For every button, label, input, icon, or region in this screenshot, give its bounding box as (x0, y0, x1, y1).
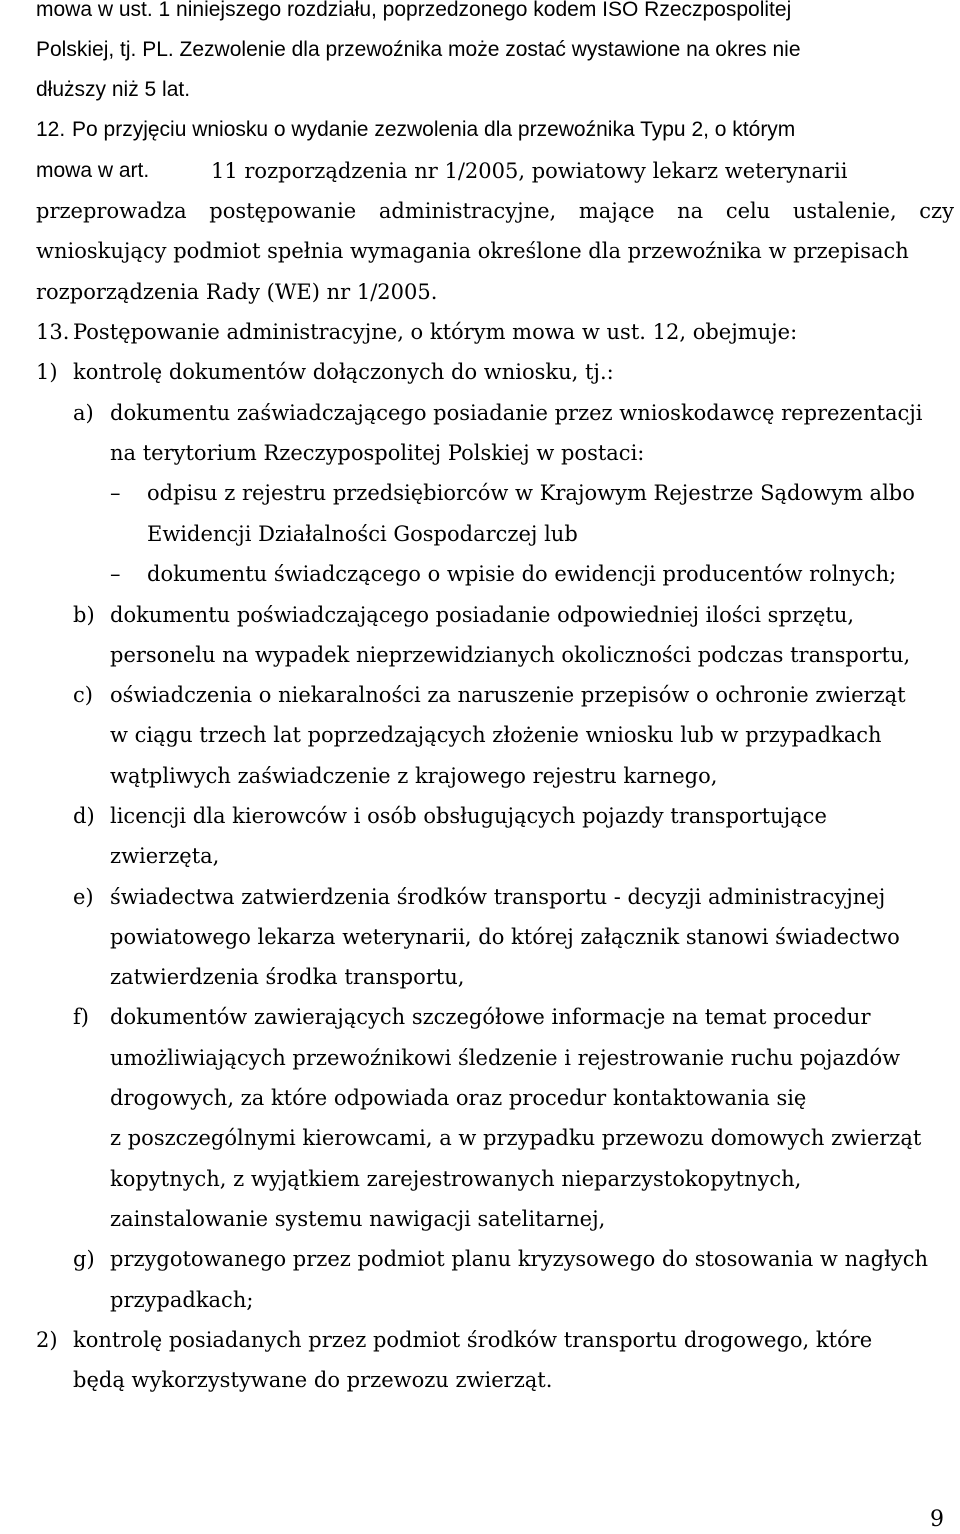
list-item-text: kontrolę dokumentów dołączonych do wniosku, tj.: (73, 360, 614, 384)
list-item-text: przygotowanego przez podmiot planu kryzysowego do stosowania w nagłych (110, 1247, 929, 1271)
list-marker: g) (73, 1247, 95, 1271)
paragraph-line: 11 rozporządzenia nr 1/2005, powiatowy lekarz weterynarii (211, 159, 848, 183)
list-item-text: dokumentów zawierających szczegółowe informacje na temat procedur (110, 1005, 871, 1029)
paragraph-line: rozporządzenia Rady (WE) nr 1/2005. (36, 280, 438, 304)
list-item-text: z poszczególnymi kierowcami, a w przypadku przewozu domowych zwierząt (110, 1126, 922, 1150)
list-item-text: w ciągu trzech lat poprzedzających złożenie wniosku lub w przypadkach (110, 723, 882, 747)
list-marker: c) (73, 683, 93, 707)
paragraph-line: wnioskujący podmiot spełnia wymagania określone dla przewoźnika w przepisach (36, 239, 909, 263)
paragraph-line: dłuższy niż 5 lat. (36, 78, 191, 101)
list-item-text: umożliwiających przewoźnikowi śledzenie i rejestrowanie ruchu pojazdów (110, 1046, 901, 1070)
list-item-text: licencji dla kierowców i osób obsługujących pojazdy transportujące (110, 804, 827, 828)
list-item-text: personelu na wypadek nieprzewidzianych okoliczności podczas transportu, (110, 643, 911, 667)
word: przeprowadza (36, 199, 187, 223)
paragraph-number: 12. (36, 118, 66, 141)
list-item-text: dokumentu świadczącego o wpisie do ewidencji producentów rolnych; (147, 562, 897, 586)
dash-marker: – (110, 481, 121, 505)
word: na (677, 199, 704, 223)
list-item-text: przypadkach; (110, 1288, 254, 1312)
list-marker: f) (73, 1005, 89, 1029)
list-item-text: powiatowego lekarza weterynarii, do której załącznik stanowi świadectwo (110, 925, 900, 949)
list-marker: 1) (36, 360, 58, 384)
list-item-text: odpisu z rejestru przedsiębiorców w Krajowym Rejestrze Sądowym albo (147, 481, 915, 505)
paragraph-line (36, 197, 954, 225)
list-marker: e) (73, 885, 94, 909)
list-item-text: drogowych, za które odpowiada oraz procedur kontaktowania się (110, 1086, 807, 1110)
list-marker: d) (73, 804, 95, 828)
list-item-text: zatwierdzenia środka transportu, (110, 965, 465, 989)
list-item-text: kopytnych, z wyjątkiem zarejestrowanych nieparzystokopytnych, (110, 1167, 802, 1191)
list-item-text: świadectwa zatwierdzenia środków transportu - decyzji administracyjnej (110, 885, 886, 909)
word: czy (919, 199, 954, 223)
paragraph-number: 13. (36, 320, 70, 344)
list-item-text: dokumentu zaświadczającego posiadanie przez wnioskodawcę reprezentacji (110, 401, 923, 425)
paragraph-line: Po przyjęciu wniosku o wydanie zezwolenia dla przewoźnika Typu 2, o którym (72, 118, 796, 141)
list-marker: a) (73, 401, 94, 425)
list-item-text: będą wykorzystywane do przewozu zwierząt. (73, 1368, 553, 1392)
word: administracyjne, (378, 199, 557, 223)
paragraph-line: mowa w ust. 1 niniejszego rozdziału, poprzedzonego kodem ISO Rzeczpospolitej (36, 0, 792, 21)
list-item-text: oświadczenia o niekaralności za naruszenie przepisów o ochronie zwierząt (110, 683, 906, 707)
list-item-text: kontrolę posiadanych przez podmiot środków transportu drogowego, które (73, 1328, 873, 1352)
word: postępowanie (209, 199, 357, 223)
list-item-text: dokumentu poświadczającego posiadanie odpowiedniej ilości sprzętu, (110, 603, 855, 627)
list-item-text: Ewidencji Działalności Gospodarczej lub (147, 522, 578, 546)
list-marker: 2) (36, 1328, 58, 1352)
word: celu (725, 199, 771, 223)
list-item-text: zwierzęta, (110, 844, 220, 868)
word: ustalenie, (792, 199, 897, 223)
paragraph-line: Postępowanie administracyjne, o którym mowa w ust. 12, obejmuje: (73, 320, 798, 344)
list-item-text: zainstalowanie systemu nawigacji satelitarnej, (110, 1207, 606, 1231)
list-item-text: wątpliwych zaświadczenie z krajowego rejestru karnego, (110, 764, 718, 788)
page-number: 9 (930, 1507, 944, 1532)
list-item-text: na terytorium Rzeczypospolitej Polskiej w postaci: (110, 441, 645, 465)
paragraph-line: mowa w art. (36, 159, 150, 182)
dash-marker: – (110, 562, 121, 586)
word: mające (578, 199, 655, 223)
paragraph-line: Polskiej, tj. PL. Zezwolenie dla przewoźnika może zostać wystawione na okres nie (36, 38, 801, 61)
list-marker: b) (73, 603, 95, 627)
